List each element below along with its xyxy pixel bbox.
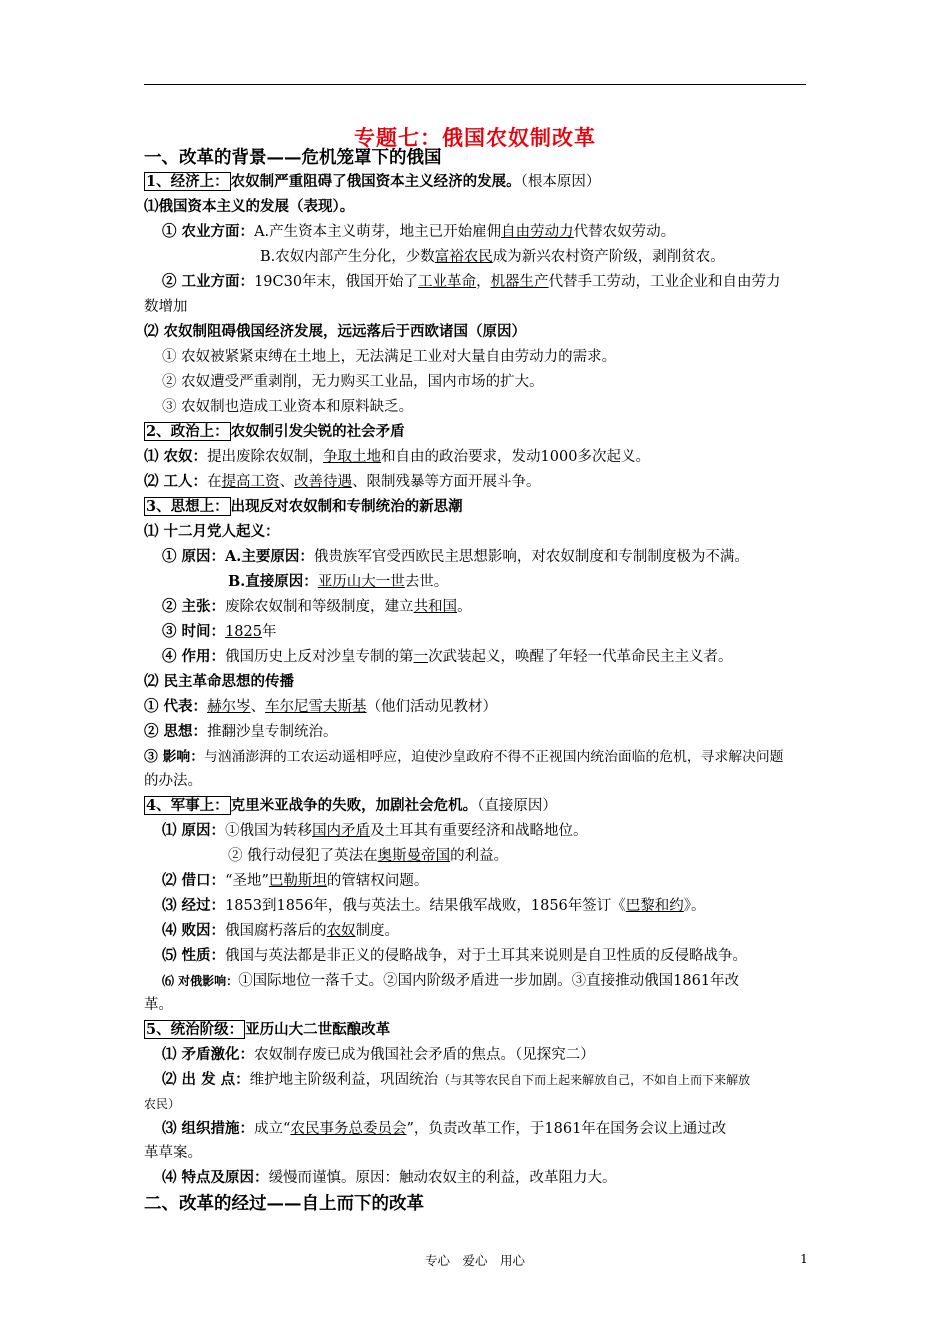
rule-start: ⑵ 出 发 点：维护地主阶级利益，巩固统治（与其等农民自下而上起来解放自己，不如自上而下来解放 [162,1071,751,1088]
mil-process: ⑶ 经过：1853到1856年，俄与英法土。结果俄军战败，1856年签订《巴黎和约》。 [162,897,706,914]
econ-industry: ② 工业方面：19C30年末，俄国开始了工业革命，机器生产代替手工劳动，工业企业和自由劳力 [162,273,781,290]
mil-impact: ⑹ 对俄影响：①国际地位一落千丈。②国内阶级矛盾进一步加剧。③直接推动俄国1861年改 [162,973,740,989]
rule-heading: 5、统治阶级： 亚历山大二世酝酿改革 [146,1021,391,1038]
econ-agri-b: B.农奴内部产生分化，少数富裕农民成为新兴农村资产阶级，剥削贫农。 [260,249,725,265]
idea-cause-b: B.直接原因：亚历山大一世去世。 [228,573,449,590]
econ-note: （根本原因） [520,174,601,190]
header-rule [144,84,806,85]
mil-heading: 4、军事上： 克里米亚战争的失败，加剧社会危机。（直接原因） [146,797,557,814]
page-footer: 专心 爱心 用心 [424,1253,525,1268]
page-title: 专题七：俄国农奴制改革 [354,125,596,150]
section-heading-1: 一、改革的背景——危机笼罩下的俄国 [144,148,442,168]
econ-industry-cont: 数增加 [144,299,188,315]
mil-impact-cont: 革。 [144,997,173,1013]
mil-cause-2: ② 俄行动侵犯了英法在奥斯曼帝国的利益。 [228,848,509,864]
idea-claim: ② 主张：废除农奴制和等级制度，建立共和国。 [162,598,472,615]
rule-organization-cont: 革草案。 [144,1145,202,1161]
econ-reason-1: ① 农奴被紧紧束缚在土地上，无法满足工业对大量自由劳动力的需求。 [162,349,617,365]
econ-sub1: ⑴俄国资本主义的发展（表现）。 [144,198,355,215]
idea-effect: ④ 作用：俄国历史上反对沙皇专制的第一次武装起义，唤醒了年轻一代革命民主主义者。 [162,648,733,665]
rule-start-cont: 农民） [144,1097,181,1111]
section-heading-2: 二、改革的经过——自上而下的改革 [144,1194,424,1214]
econ-heading [144,172,600,192]
econ-agri-a: ① 农业方面：A.产生资本主义萌芽，地主已开始雇佣自由劳动力代替农奴劳动。 [162,223,676,240]
mil-nature: ⑸ 性质：俄国与英法都是非正义的侵略战争，对于土耳其来说则是自卫性质的反侵略战争。 [162,947,748,964]
econ-reason-2: ② 农奴遭受严重剥削，无力购买工业品，国内市场的扩大。 [162,374,544,390]
rule-features: ⑷ 特点及原因：缓慢而谨慎。原因：触动农奴主的利益，改革阻力大。 [162,1169,617,1186]
mil-cause-1: ⑴ 原因：①俄国为转移国内矛盾及土耳其有重要经济和战略地位。 [162,822,588,839]
econ-head: 农奴制严重阻碍了俄国资本主义经济的发展。 [230,173,521,190]
rule-conflict: ⑴ 矛盾激化：农奴制存废已成为俄国社会矛盾的焦点。（见探究二） [162,1046,595,1063]
pol-serfs: ⑴ 农奴：提出废除农奴制，争取土地和自由的政治要求，发动1000多次起义。 [144,448,650,465]
econ-label: 1、经济上： [146,173,229,190]
idea-cause-a: ① 原因：A.主要原因：俄贵族军官受西欧民主思想影响，对农奴制度和专制制度极为不满。 [162,548,749,565]
idea-sub2: ⑵ 民主革命思想的传播 [144,673,295,690]
econ-reason-3: ③ 农奴制也造成工业资本和原料缺乏。 [162,399,414,415]
idea-impact: ③ 影响：与汹涌澎湃的工农运动遥相呼应，迫使沙皇政府不得不正视国内统治面临的危机，寻求解决问题 [144,749,784,765]
idea-time: ③ 时间：1825年 [162,623,277,640]
pol-workers: ⑵ 工人：在提高工资、改善待遇、限制残暴等方面开展斗争。 [144,473,541,490]
page-number: 1 [800,1251,808,1266]
mil-failure: ⑷ 败因：俄国腐朽落后的农奴制度。 [162,922,400,939]
idea-thought: ② 思想：推翻沙皇专制统治。 [144,723,338,740]
rule-organization: ⑶ 组织措施：成立“农民事务总委员会”，负责改革工作，于1861年在国务会议上通过改 [162,1120,727,1137]
idea-heading: 3、思想上： 出现反对农奴制和专制统治的新思潮 [146,498,463,515]
idea-reps: ① 代表：赫尔岑、车尔尼雪夫斯基（他们活动见教材） [144,698,498,715]
mil-pretext: ⑵ 借口：“圣地”巴勒斯坦的管辖权问题。 [162,872,429,889]
idea-impact-cont: 的办法。 [144,773,202,789]
econ-sub2: ⑵ 农奴制阻碍俄国经济发展，远远落后于西欧诸国（原因） [144,323,527,340]
idea-sub1: ⑴ 十二月党人起义： [144,523,280,540]
pol-heading: 2、政治上： 农奴制引发尖锐的社会矛盾 [146,423,405,440]
